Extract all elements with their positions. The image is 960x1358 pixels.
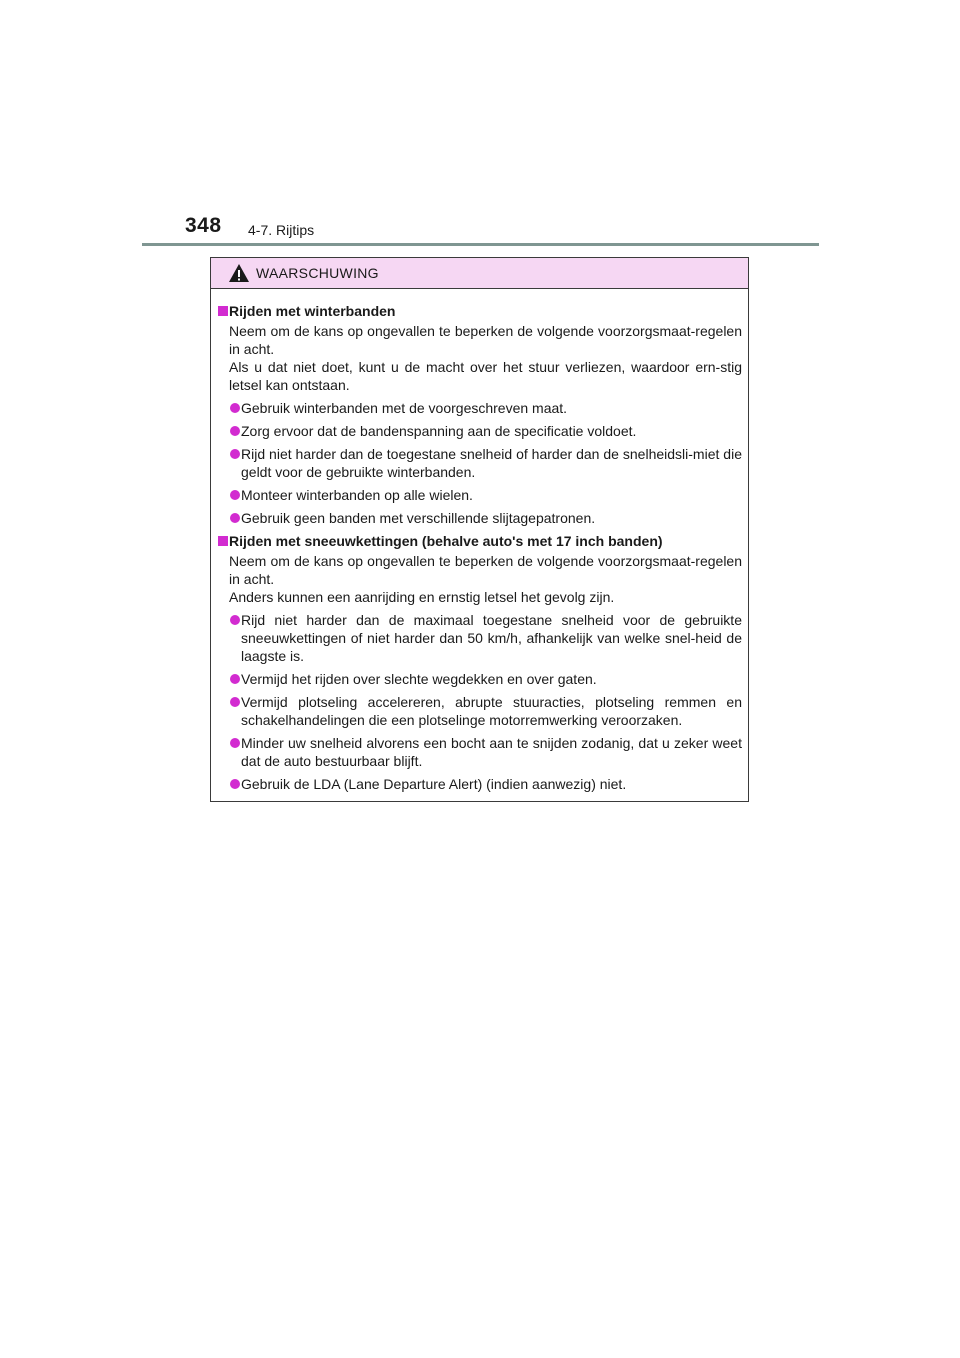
warning-header (211, 258, 748, 289)
list-item (217, 422, 742, 440)
bullet-dot-icon (230, 426, 240, 436)
section-heading-winter-tires (217, 302, 742, 320)
list-item (217, 670, 742, 688)
bullet-dot-icon (230, 490, 240, 500)
bullet-dot-icon (230, 403, 240, 413)
list-item-text: Gebruik winterbanden met de voorgeschreven maat. (241, 400, 568, 416)
intro-line: Als u dat niet doet, kunt u de macht over het stuur verliezen, waardoor ern-stig letsel kan ontstaan. (229, 359, 742, 393)
list-item (217, 509, 742, 527)
list-item (217, 445, 742, 481)
section-title: 4-7. Rijtips (248, 222, 315, 238)
list-item-text: Gebruik geen banden met verschillende slijtagepatronen. (241, 510, 596, 526)
list-item (217, 611, 742, 665)
warning-title: WAARSCHUWING (256, 265, 379, 281)
list-item (217, 486, 742, 504)
warning-body (211, 289, 748, 793)
bullet-dot-icon (230, 674, 240, 684)
list-item-text: Vermijd het rijden over slechte wegdekken en over gaten. (241, 671, 597, 687)
intro-line: Anders kunnen een aanrijding en ernstig letsel het gevolg zijn. (229, 589, 615, 605)
bullet-dot-icon (230, 513, 240, 523)
list-item (217, 734, 742, 770)
list-item-text: Gebruik de LDA (Lane Departure Alert) (indien aanwezig) niet. (241, 776, 627, 792)
list-item-text: Rijd niet harder dan de toegestane snelheid of harder dan de snelheidsli-miet die geldt voor de gebruikte winterbanden. (241, 446, 742, 480)
bullet-dot-icon (230, 779, 240, 789)
header-rule (142, 243, 819, 246)
page-number: 348 (185, 214, 222, 237)
bullet-dot-icon (230, 697, 240, 707)
warning-triangle-icon (228, 263, 250, 283)
heading-text: Rijden met winterbanden (229, 303, 396, 319)
section-heading-snow-chains (217, 532, 742, 550)
square-bullet-icon (218, 306, 228, 316)
list-item-text: Minder uw snelheid alvorens een bocht aan te snijden zodanig, dat u zeker weet dat de auto bestuurbaar blijft. (241, 735, 742, 769)
bullet-dot-icon (230, 615, 240, 625)
bullet-dot-icon (230, 449, 240, 459)
square-bullet-icon (218, 536, 228, 546)
intro-paragraph (217, 552, 742, 606)
list-item-text: Monteer winterbanden op alle wielen. (241, 487, 473, 503)
intro-line: Neem om de kans op ongevallen te beperken de volgende voorzorgsmaat-regelen in acht. (229, 323, 742, 357)
list-item-text: Rijd niet harder dan de maximaal toegestane snelheid voor de gebruikte sneeuwkettingen of niet harder dan 50 km/h, afhankelijk van welke snel-heid de laagste is. (241, 612, 742, 664)
list-item-text: Vermijd plotseling accelereren, abrupte stuuracties, plotseling remmen en schakelhandelingen die een plotselinge motorremwerking veroorzaken. (241, 694, 742, 728)
list-item-text: Zorg ervoor dat de bandenspanning aan de specificatie voldoet. (241, 423, 637, 439)
list-item (217, 775, 742, 793)
warning-box (210, 257, 749, 802)
intro-line: Neem om de kans op ongevallen te beperken de volgende voorzorgsmaat-regelen in acht. (229, 553, 742, 587)
bullet-dot-icon (230, 738, 240, 748)
intro-paragraph (217, 322, 742, 394)
heading-text: Rijden met sneeuwkettingen (behalve auto's met 17 inch banden) (229, 533, 663, 549)
list-item (217, 399, 742, 417)
list-item (217, 693, 742, 729)
